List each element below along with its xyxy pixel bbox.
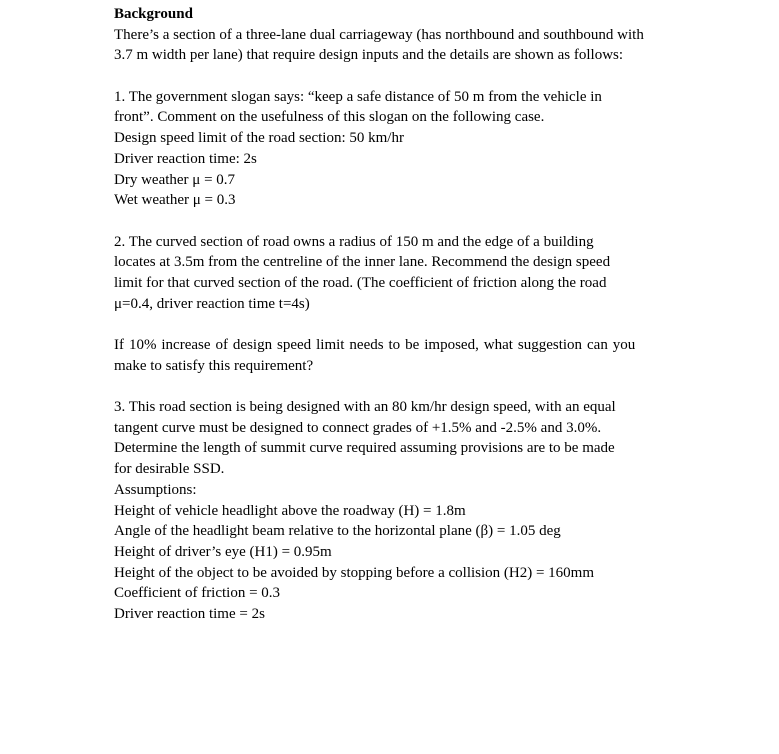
q2b-line: If 10% increase of design speed limit needs to be imposed, what suggestion can you: [114, 337, 636, 353]
q2b-line: make to satisfy this requirement?: [114, 357, 314, 374]
question-3: [114, 397, 674, 625]
q1-line: Driver reaction time: 2s: [114, 150, 257, 167]
q3-assumption: Height of vehicle headlight above the roadway (H) = 1.8m: [114, 502, 466, 519]
question-1: [114, 87, 674, 211]
q2-line: limit for that curved section of the road. (The coefficient of friction along the road: [114, 274, 607, 291]
q1-line: 1. The government slogan says: “keep a safe distance of 50 m from the vehicle in: [114, 88, 602, 105]
q1-line: front”. Comment on the usefulness of this slogan on the following case.: [114, 109, 545, 126]
q2-line: locates at 3.5m from the centreline of the inner lane. Recommend the design speed: [114, 254, 611, 271]
q3-line: Determine the length of summit curve required assuming provisions are to be made: [114, 440, 615, 457]
q3-line: 3. This road section is being designed with an 80 km/hr design speed, with an equal: [114, 399, 616, 416]
q2-line: μ=0.4, driver reaction time t=4s): [114, 295, 310, 312]
paragraph-gap: [114, 211, 674, 232]
intro-paragraph: [114, 25, 674, 66]
q3-assumption: Height of the object to be avoided by stopping before a collision (H2) = 160mm: [114, 564, 595, 581]
q2-line: 2. The curved section of road owns a radius of 150 m and the edge of a building: [114, 233, 594, 250]
paragraph-gap: [114, 66, 674, 87]
intro-line: There’s a section of a three-lane dual carriageway (has northbound and southbound with: [114, 26, 644, 43]
paragraph-gap: [114, 314, 674, 335]
q1-line: Design speed limit of the road section: 50 km/hr: [114, 130, 404, 147]
q1-line: Wet weather μ = 0.3: [114, 192, 236, 209]
q3-assumption: Coefficient of friction = 0.3: [114, 585, 281, 602]
paragraph-gap: [114, 376, 674, 397]
q3-line: for desirable SSD.: [114, 461, 225, 478]
q3-assumption: Angle of the headlight beam relative to the horizontal plane (β) = 1.05 deg: [114, 523, 561, 540]
section-heading: Background: [114, 6, 193, 22]
q3-line: tangent curve must be designed to connect grades of +1.5% and -2.5% and 3.0%.: [114, 419, 602, 436]
question-2-followup: [114, 335, 674, 376]
q1-line: Dry weather μ = 0.7: [114, 171, 236, 188]
q3-assumption: Height of driver’s eye (H1) = 0.95m: [114, 543, 332, 560]
intro-line: 3.7 m width per lane) that require design inputs and the details are shown as follows:: [114, 47, 624, 64]
q3-assumptions-label: Assumptions:: [114, 481, 197, 498]
question-2: [114, 232, 674, 315]
document-body: [114, 4, 674, 625]
q3-assumption: Driver reaction time = 2s: [114, 605, 265, 622]
